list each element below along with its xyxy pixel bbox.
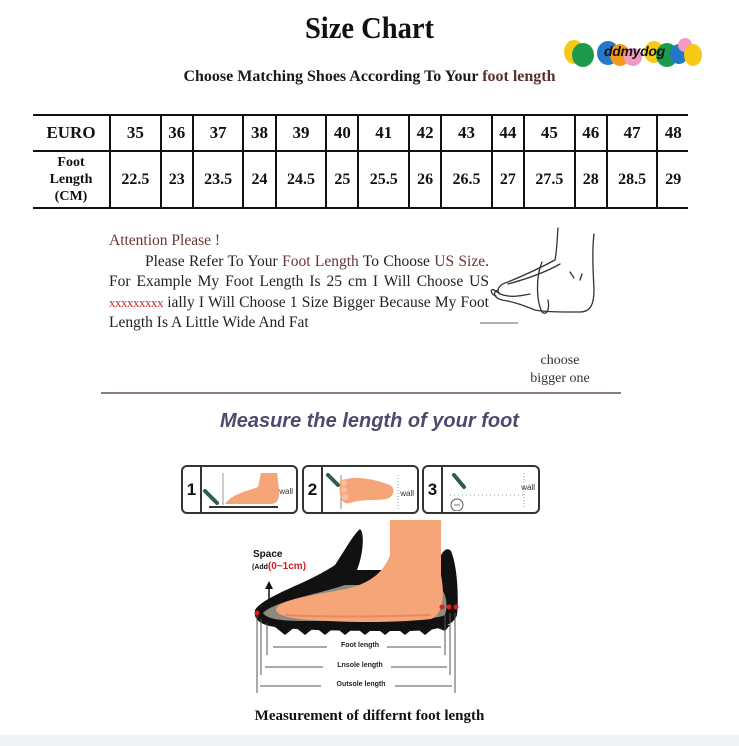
euro-size-cell: 47	[607, 115, 658, 151]
foot-length-cell: 28	[575, 151, 607, 208]
measure-title: Measure the length of your foot	[220, 410, 519, 432]
euro-size-cell: 43	[441, 115, 492, 151]
attention-note	[109, 231, 489, 334]
foot-length-cell: 27.5	[524, 151, 575, 208]
euro-size-cell: 48	[657, 115, 688, 151]
space-label: Space	[253, 549, 283, 560]
measure-step-2	[302, 465, 419, 514]
caption-line: bigger one	[530, 371, 590, 386]
foot-length-cell: 28.5	[607, 151, 658, 208]
measure-step-3	[422, 465, 540, 514]
label-line: Foot	[57, 155, 85, 170]
attention-text: Please Refer To Your	[145, 252, 283, 270]
subtitle-accent: foot length	[482, 68, 556, 85]
outsole-length-label: Outsole length	[336, 681, 386, 688]
label-line: Length	[49, 172, 93, 187]
euro-size-cell: 40	[326, 115, 358, 151]
foot-length-label: Foot length	[340, 642, 380, 649]
foot-length-cell: 26	[409, 151, 441, 208]
redacted-text: xxxxxxxxx	[109, 294, 163, 310]
foot-length-cell: 22.5	[110, 151, 161, 208]
foot-length-row-label	[33, 151, 110, 208]
watermark-text: ddmydog	[604, 43, 665, 59]
foot-length-cell: 25.5	[358, 151, 409, 208]
add-value: (0~1cm)	[267, 561, 307, 572]
euro-size-cell: 46	[575, 115, 607, 151]
insole-length-label: Lnsole length	[337, 662, 383, 669]
add-range-label	[252, 561, 306, 572]
step-number: 1	[183, 467, 202, 512]
attention-text: To Choose	[358, 252, 435, 270]
foot-length-cell: 27	[492, 151, 524, 208]
subtitle-text: Choose Matching Shoes According To Your	[183, 68, 483, 85]
euro-size-cell: 44	[492, 115, 524, 151]
wall-label: wall	[521, 483, 535, 492]
subtitle	[0, 68, 739, 86]
attention-text: . For Example My Foot Length Is 25 cm I Will Choose US	[109, 252, 489, 290]
wall-label: wall	[400, 489, 414, 498]
euro-size-cell: 41	[358, 115, 409, 151]
step-number: 2	[304, 467, 323, 512]
euro-size-cell: 45	[524, 115, 575, 151]
foot-length-cell: 25	[326, 151, 358, 208]
euro-size-cell: 39	[276, 115, 327, 151]
wall-label: wall	[279, 487, 293, 496]
foot-length-cell: 26.5	[441, 151, 492, 208]
foot-length-cell: 29	[657, 151, 688, 208]
step-number: 3	[424, 467, 443, 512]
attention-body	[109, 252, 489, 334]
foot-length-cell: 23.5	[193, 151, 244, 208]
diagram-caption: Measurement of differnt foot length	[254, 708, 485, 724]
euro-size-cell: 42	[409, 115, 441, 151]
foot-length-row	[33, 151, 688, 208]
watermark-logo	[562, 38, 704, 68]
measure-step-1	[181, 465, 298, 514]
add-label: (Add	[252, 564, 268, 571]
caption-line: choose	[540, 353, 580, 368]
section-divider	[101, 392, 621, 394]
label-line: (CM)	[54, 189, 88, 204]
choose-bigger-caption	[520, 352, 600, 388]
foot-length-cell: 23	[161, 151, 193, 208]
euro-row-label: EURO	[33, 115, 110, 151]
bottom-band	[0, 735, 739, 746]
euro-size-cell: 36	[161, 115, 193, 151]
foot-length-cell: 24	[243, 151, 275, 208]
euro-size-cell: 35	[110, 115, 161, 151]
attention-heading: Attention Please !	[109, 232, 221, 249]
attention-accent: US Size	[434, 252, 486, 270]
foot-length-cell: 24.5	[276, 151, 327, 208]
euro-size-cell: 38	[243, 115, 275, 151]
size-chart-table	[33, 114, 688, 209]
attention-text: ially I Will Choose 1 Size Bigger Because My Foot Length Is A Little Wide And Fat	[109, 293, 489, 331]
euro-size-cell: 37	[193, 115, 244, 151]
euro-row	[33, 115, 688, 151]
attention-accent: Foot Length	[282, 252, 359, 270]
foot-sketch-illustration	[480, 220, 610, 340]
page-title: Size Chart	[304, 10, 435, 45]
